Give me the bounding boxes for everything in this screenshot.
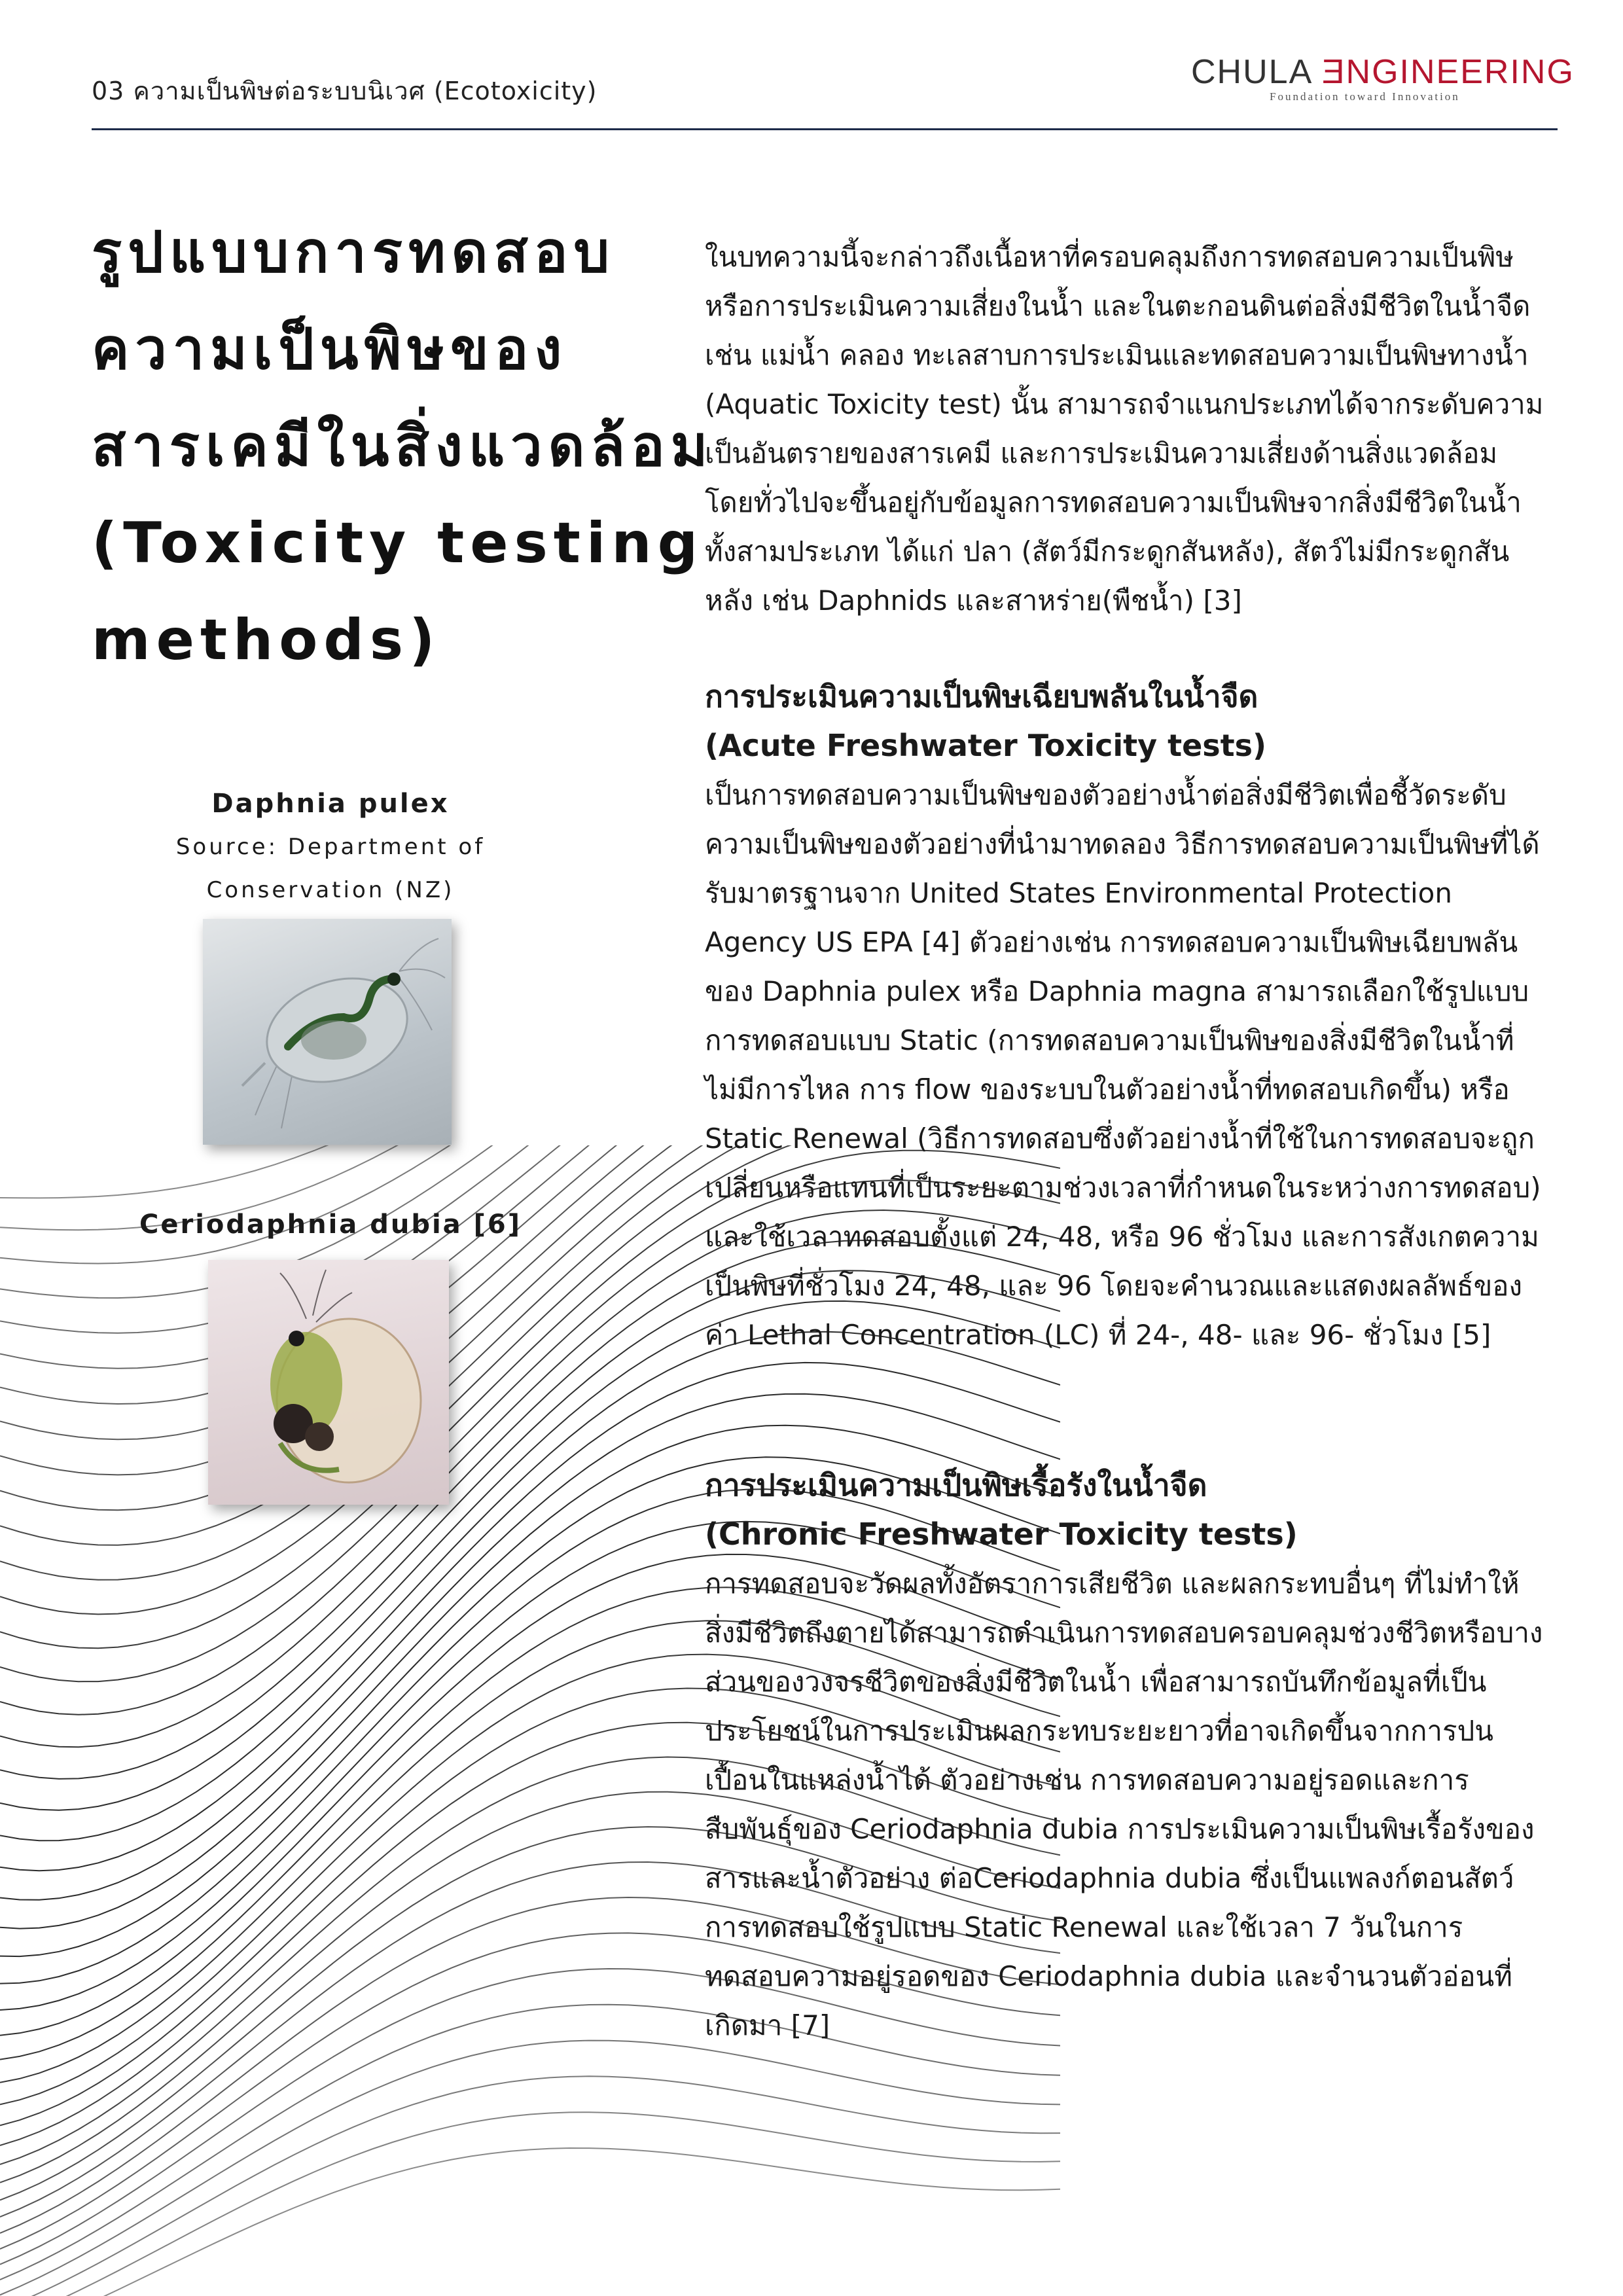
figure-name: Daphnia pulex [211,789,450,819]
daphnia-illustration [203,919,452,1145]
title-line: รูปแบบการทดสอบ [92,220,616,285]
figure-caption-daphnia [131,782,530,912]
intro-text: ในบทความนี้จะกล่าวถึงเนื้อหาที่ครอบคลุมถึงการทดสอบความเป็นพิษหรือการประเมินความเสี่ยงในน้ำ และในตะกอนดินต่อสิ่งมีชีวิตในน้ำจืด เช่น แม่น้ำ คลอง ทะเลสาบการประเมินและทดสอบความเป็นพิษทางน้ำ (Aquatic Toxicity test) นั้น สามารถจำแนกประเภทได้จากระดับความเป็นอันตรายของสารเคมี และการประเมินความเสี่ยงด้านสิ่งแวดล้อม โดยทั่วไปจะขึ้นอยู่กับข้อมูลการทดสอบความเป็นพิษจากสิ่งมีชีวิตในน้ำทั้งสามประเภท ได้แก่ ปลา (สัตว์มีกระดูกสันหลัง), สัตว์ไม่มีกระดูกสันหลัง เช่น Daphnids และสาหร่าย(พืชน้ำ) [3] [705,241,1544,617]
section-heading-th: การประเมินความเป็นพิษเฉียบพลันในน้ำจืด [705,679,1258,714]
section-body: เป็นการทดสอบความเป็นพิษของตัวอย่างน้ำต่อสิ่งมีชีวิตเพื่อชี้วัดระดับความเป็นพิษของตัวอย่างที่นำมาทดลอง วิธีการทดสอบความเป็นพิษที่ได้รับมาตรฐานจาก United States Environmental Protection Agency US EPA [4] ตัวอย่างเช่น การทดสอบความเป็นพิษเฉียบพลันของ Daphnia pulex หรือ Daphnia magna สามารถเลือกใช้รูปแบบการทดสอบแบบ Static (การทดสอบความเป็นพิษของสิ่งมีชีวิตในน้ำที่ไม่มีการไหล การ flow ของระบบในตัวอย่างน้ำที่ทดสอบเกิดขึ้น) หรือ Static Renewal (วิธีการทดสอบซึ่งตัวอย่างน้ำที่ใช้ในการทดสอบจะถูกเปลี่ยนหรือแทนที่เป็นระยะตามช่วงเวลาที่กำหนดในระหว่างการทดสอบ) และใช้เวลาทดสอบตั้งแต่ 24, 48, หรือ 96 ชั่วโมง และการสังเกตความเป็นพิษที่ชั่วโมง 24, 48, และ 96 โดยจะคำนวณและแสดงผลลัพธ์ของค่า Lethal Concentration (LC) ที่ 24-, 48- และ 96- ชั่วโมง [5] [705,779,1541,1351]
title-line: (Toxicity testing [92,511,704,576]
wave-line [0,2076,1060,2296]
title-line: ความเป็นพิษของ [92,317,568,382]
section-acute [705,672,1549,1359]
figure-name: Ceriodaphnia dubia [6] [139,1210,522,1240]
intro-paragraph [705,232,1549,625]
title-line: methods) [92,607,441,673]
section-heading-th: การประเมินความเป็นพิษเรื้อรังในน้ำจืด [705,1467,1207,1503]
section-body: การทดสอบจะวัดผลทั้งอัตราการเสียชีวิต และผลกระทบอื่นๆ ที่ไม่ทำให้สิ่งมีชีวิตถึงตายได้สามารถดำเนินการทดสอบครอบคลุมช่วงชีวิตหรือบางส่วนของวงจรชีวิตของสิ่งมีชีวิตในน้ำ เพื่อสามารถบันทึกข้อมูลที่เป็นประโยชน์ในการประเมินผลกระทบระยะยาวที่อาจเกิดขึ้นจากการปนเปื้อนในแหล่งน้ำได้ ตัวอย่างเช่น การทดสอบความอยู่รอดและการสืบพันธุ์ของ Ceriodaphnia dubia การประเมินความเป็นพิษเรื้อรังของสารและน้ำตัวอย่าง ต่อCeriodaphnia dubia ซึ่งเป็นแพลงก์ตอนสัตว์ การทดสอบใช้รูปแบบ Static Renewal และใช้เวลา 7 วันในการทดสอบความอยู่รอดของ Ceriodaphnia dubia และจำนวนตัวอ่อนที่เกิดมา [7] [705,1568,1543,2041]
page-title [92,204,714,689]
ceriodaphnia-illustration [208,1260,449,1505]
section-heading-en: (Chronic Freshwater Toxicity tests) [705,1516,1298,1552]
header-divider [92,128,1558,130]
section-chronic [705,1461,1549,2050]
section-heading-en: (Acute Freshwater Toxicity tests) [705,728,1267,763]
logo-engineering-text: ƎNGINEERING [1321,53,1575,91]
figure-source: Conservation (NZ) [206,877,455,903]
figure-source: Source: Department of [175,834,486,860]
chula-engineering-logo [1191,52,1575,103]
logo-tagline: Foundation toward Innovation [1270,90,1460,103]
daphnia-pulex-photo [203,919,452,1145]
figure-caption-ceriodaphnia [131,1203,530,1246]
wave-line [0,2041,1060,2295]
ceriodaphnia-dubia-photo [208,1260,449,1505]
wave-line [0,2148,1060,2296]
title-line: สารเคมีในสิ่งแวดล้อม [92,414,714,479]
section-label: 03 ความเป็นพิษต่อระบบนิเวศ (Ecotoxicity) [92,77,597,105]
logo-chula-text: CHULA [1191,53,1322,91]
